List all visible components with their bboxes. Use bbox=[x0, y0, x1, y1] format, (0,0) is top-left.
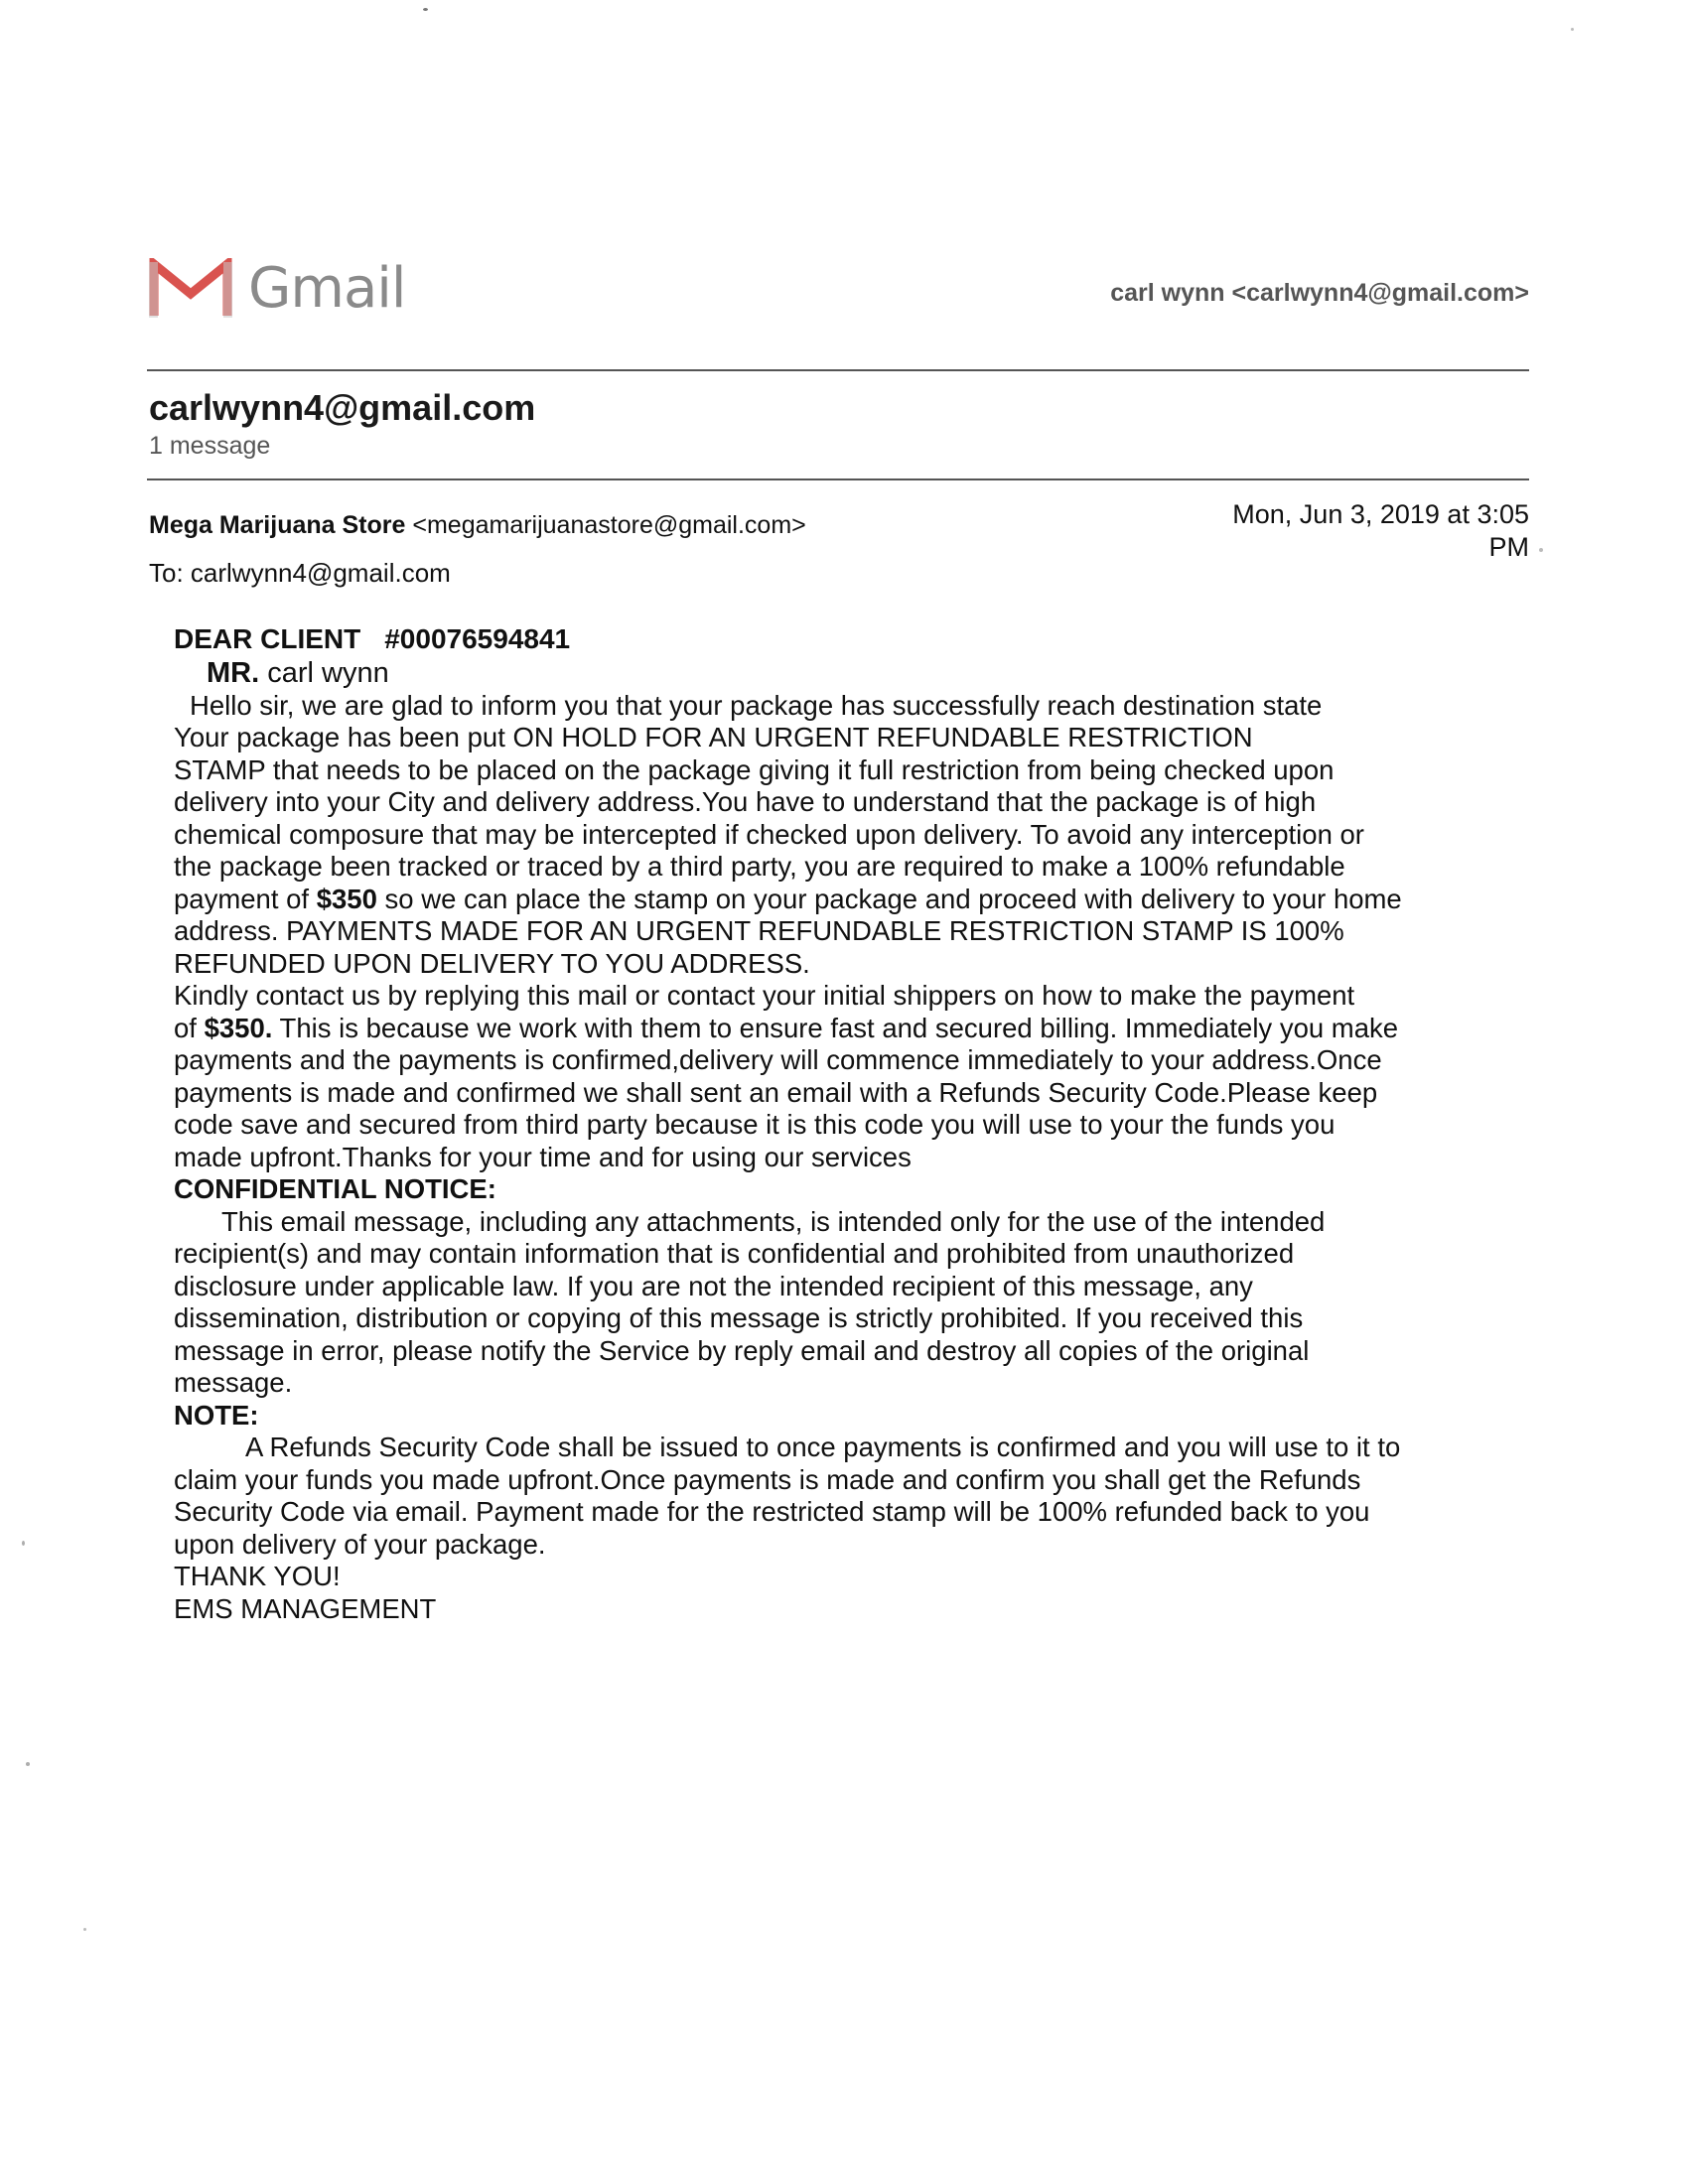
thread-divider bbox=[147, 478, 1529, 480]
body-line: payments is made and confirmed we shall sent an email with a Refunds Security Code.Please keep bbox=[174, 1076, 1378, 1108]
account-label: carl wynn <carlwynn4@gmail.com> bbox=[1110, 279, 1529, 307]
body-line: upon delivery of your package. bbox=[174, 1528, 546, 1560]
body-line: delivery into your City and delivery address.You have to understand that the package is of high bbox=[174, 786, 1317, 817]
confidential-heading: CONFIDENTIAL NOTICE: bbox=[174, 1173, 496, 1204]
body-text: so we can place the stamp on your package and proceed with delivery to your home bbox=[376, 883, 1402, 914]
body-line: address. PAYMENTS MADE FOR AN URGENT REFUNDABLE RESTRICTION STAMP IS 100% bbox=[174, 915, 1344, 946]
greeting-label: DEAR CLIENT bbox=[174, 623, 361, 654]
body-line: dissemination, distribution or copying of this message is strictly prohibited. If you received this bbox=[174, 1302, 1304, 1333]
salutation-name: carl wynn bbox=[267, 656, 389, 689]
gmail-envelope-icon bbox=[149, 258, 232, 320]
payment-amount: $350 bbox=[316, 883, 377, 914]
sender-email: <megamarijuanastore@gmail.com> bbox=[412, 511, 806, 539]
note-heading: NOTE: bbox=[174, 1399, 259, 1431]
message-body bbox=[174, 623, 1534, 1625]
scan-speck bbox=[83, 1928, 86, 1931]
body-line: Security Code via email. Payment made for the restricted stamp will be 100% refunded back to you bbox=[174, 1496, 1370, 1527]
thread-subject: carlwynn4@gmail.com bbox=[149, 387, 536, 428]
scan-speck bbox=[423, 8, 428, 11]
body-line: claim your funds you made upfront.Once payments is made and confirm you shall get the Refunds bbox=[174, 1463, 1361, 1495]
scan-speck bbox=[1539, 548, 1543, 552]
body-line: made upfront.Thanks for your time and for using our services bbox=[174, 1141, 912, 1172]
body-line: message in error, please notify the Service by reply email and destroy all copies of the original bbox=[174, 1334, 1310, 1366]
header-divider bbox=[147, 369, 1529, 371]
scan-speck bbox=[1571, 28, 1574, 31]
sender-line bbox=[149, 511, 806, 540]
body-line: This email message, including any attachments, is intended only for the use of the intended bbox=[221, 1205, 1326, 1237]
client-number: #00076594841 bbox=[384, 623, 571, 654]
body-text: of bbox=[174, 1012, 205, 1043]
body-line: STAMP that needs to be placed on the package giving it full restriction from being checked upon bbox=[174, 753, 1335, 785]
body-line bbox=[174, 884, 1534, 916]
closing: THANK YOU! bbox=[174, 1561, 341, 1591]
greeting-line bbox=[174, 623, 1534, 656]
sender-name: Mega Marijuana Store bbox=[149, 511, 406, 539]
body-line: Your package has been put ON HOLD FOR AN URGENT REFUNDABLE RESTRICTION bbox=[174, 722, 1253, 752]
payment-amount: $350. bbox=[204, 1012, 273, 1043]
body-line: message. bbox=[174, 1367, 293, 1398]
body-line: A Refunds Security Code shall be issued to once payments is confirmed and you will use to it to bbox=[245, 1432, 1401, 1462]
body-line: payments and the payments is confirmed,delivery will commence immediately to your address.Once bbox=[174, 1044, 1382, 1075]
body-line: Hello sir, we are glad to inform you that your package has successfully reach destination state bbox=[190, 689, 1323, 721]
body-line: chemical composure that may be intercepted if checked upon delivery. To avoid any interception or bbox=[174, 818, 1364, 850]
gmail-logo bbox=[149, 253, 405, 325]
salutation-prefix: MR. bbox=[207, 656, 260, 689]
scan-speck bbox=[26, 1762, 30, 1766]
body-text: payment of bbox=[174, 883, 317, 914]
message-count: 1 message bbox=[149, 432, 271, 460]
recipient-line: To: carlwynn4@gmail.com bbox=[149, 558, 451, 588]
gmail-wordmark: Gmail bbox=[248, 256, 406, 321]
date-line: Mon, Jun 3, 2019 at 3:05 bbox=[1232, 499, 1529, 529]
body-line bbox=[174, 1013, 1534, 1045]
body-line: REFUNDED UPON DELIVERY TO YOU ADDRESS. bbox=[174, 947, 810, 979]
body-text: This is because we work with them to ensure fast and secured billing. Immediately you make bbox=[272, 1012, 1399, 1043]
body-line: disclosure under applicable law. If you are not the intended recipient of this message, any bbox=[174, 1270, 1253, 1301]
signature: EMS MANAGEMENT bbox=[174, 1592, 437, 1624]
date-line: PM bbox=[1488, 532, 1529, 562]
salutation bbox=[174, 656, 1534, 690]
body-line: Kindly contact us by replying this mail or contact your initial shippers on how to make the payment bbox=[174, 980, 1355, 1011]
scan-speck bbox=[22, 1541, 25, 1546]
body-line: the package been tracked or traced by a third party, you are required to make a 100% refundable bbox=[174, 851, 1345, 882]
gmail-header bbox=[149, 253, 1529, 333]
body-line: code save and secured from third party because it is this code you will use to your the funds you bbox=[174, 1109, 1336, 1140]
body-line: recipient(s) and may contain information that is confidential and prohibited from unauthorized bbox=[174, 1238, 1295, 1269]
message-date bbox=[1192, 498, 1529, 564]
